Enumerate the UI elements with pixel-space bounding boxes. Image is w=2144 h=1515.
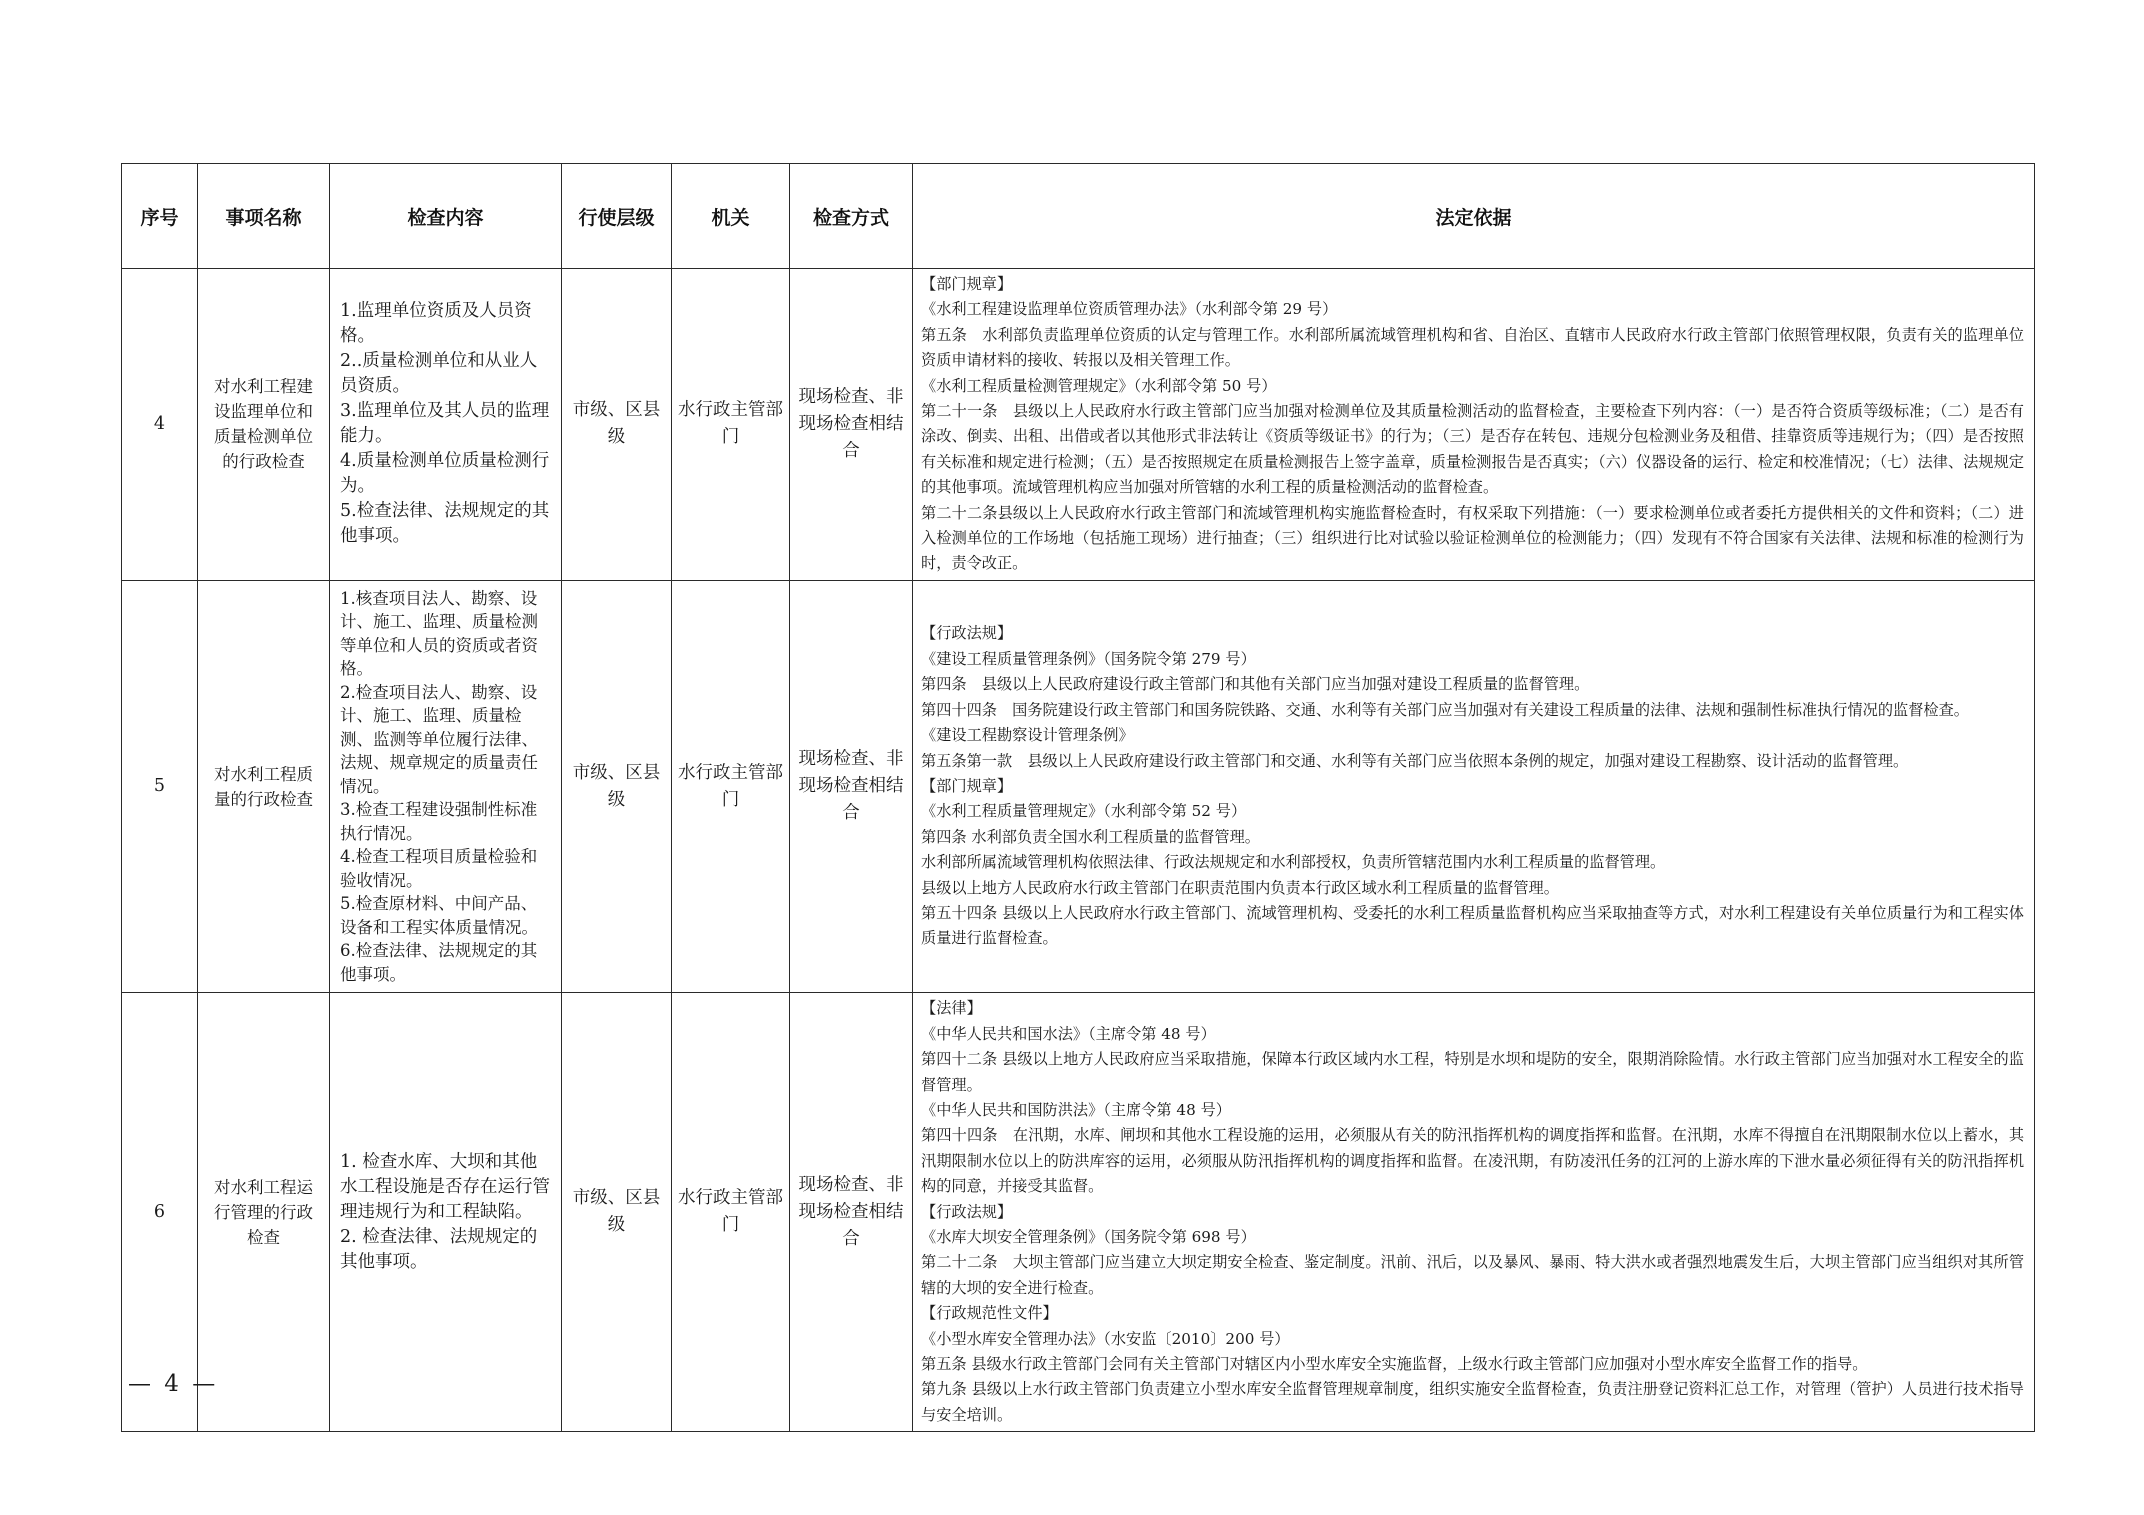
- basis-line: 《建设工程质量管理条例》（国务院令第 279 号）: [921, 649, 1256, 668]
- row-no: 6: [122, 993, 198, 1432]
- content-line: 4.检查工程项目质量检验和验收情况。: [340, 847, 538, 890]
- basis-line: 第四十四条 国务院建设行政主管部门和国务院铁路、交通、水利等有关部门应当加强对有关建设工程质量的法律、法规和强制性标准执行情况的监督检查。: [921, 700, 1969, 719]
- basis-line: 县级以上地方人民政府水行政主管部门在职责范围内负责本行政区域水利工程质量的监督管理。: [921, 878, 1559, 897]
- table-row: [122, 993, 2035, 1432]
- page-number: — 4 —: [128, 1371, 219, 1397]
- content-line: 5.检查法律、法规规定的其他事项。: [340, 501, 550, 547]
- basis-line: 【部门规章】: [921, 776, 1013, 795]
- basis-line: 第四条 水利部负责全国水利工程质量的监督管理。: [921, 827, 1260, 846]
- basis-line: 第九条 县级以上水行政主管部门负责建立小型水库安全监督管理规章制度，组织实施安全监督检查，负责注册登记资料汇总工作，对管理（管护）人员进行技术指导与安全培训。: [921, 1380, 2024, 1424]
- header-content: 检查内容: [330, 164, 562, 269]
- basis-line: 水利部所属流域管理机构依照法律、行政法规规定和水利部授权，负责所管辖范围内水利工程质量的监督管理。: [921, 853, 1666, 872]
- basis-line: 《水利工程质量检测管理规定》（水利部令第 50 号）: [921, 376, 1277, 395]
- row-content: [330, 580, 562, 993]
- content-line: 2. 检查法律、法规规定的其他事项。: [340, 1226, 538, 1272]
- basis-line: 《水利工程建设监理单位资质管理办法》（水利部令第 29 号）: [921, 300, 1338, 319]
- basis-line: 【部门规章】: [921, 275, 1013, 293]
- row-item-name: 对水利工程运行管理的行政检查: [198, 993, 330, 1432]
- basis-line: 【行政规范性文件】: [921, 1304, 1058, 1323]
- basis-line: 【法律】: [921, 999, 982, 1018]
- basis-line: 《水利工程质量管理规定》（水利部令第 52 号）: [921, 802, 1247, 821]
- basis-line: 【行政法规】: [921, 1202, 1013, 1221]
- basis-line: 第五条第一款 县级以上人民政府建设行政主管部门和交通、水利等有关部门应当依照本条例的规定，加强对建设工程勘察、设计活动的监督管理。: [921, 751, 1909, 770]
- row-no: 4: [122, 269, 198, 581]
- basis-line: 第五条 县级水行政主管部门会同有关主管部门对辖区内小型水库安全实施监督，上级水行政主管部门应加强对小型水库安全监督工作的指导。: [921, 1355, 1868, 1374]
- content-line: 1. 检查水库、大坝和其他水工程设施是否存在运行管理违规行为和工程缺陷。: [340, 1151, 550, 1222]
- basis-line: 第二十二条 大坝主管部门应当建立大坝定期安全检查、鉴定制度。汛前、汛后，以及暴风、暴雨、特大洪水或者强烈地震发生后，大坝主管部门应当组织对其所管辖的大坝的安全进行检查。: [921, 1253, 2024, 1297]
- basis-line: 【行政法规】: [921, 624, 1013, 643]
- content-line: 2..质量检测单位和从业人员资质。: [340, 351, 538, 397]
- row-level: 市级、区县级: [562, 580, 672, 993]
- basis-line: 第四条 县级以上人民政府建设行政主管部门和其他有关部门应当加强对建设工程质量的监督管理。: [921, 675, 1590, 694]
- content-line: 5.检查原材料、中间产品、设备和工程实体质量情况。: [340, 894, 538, 937]
- table-row: [122, 269, 2035, 581]
- row-agency: 水行政主管部门: [672, 269, 790, 581]
- basis-line: 第五十四条 县级以上人民政府水行政主管部门、流域管理机构、受委托的水利工程质量监督机构应当采取抽查等方式，对水利工程建设有关单位质量行为和工程实体质量进行监督检查。: [921, 903, 2024, 948]
- header-no: 序号: [122, 164, 198, 269]
- header-legal-basis: 法定依据: [913, 164, 2035, 269]
- row-content: [330, 269, 562, 581]
- header-method: 检查方式: [790, 164, 913, 269]
- content-line: 6.检查法律、法规规定的其他事项。: [340, 941, 538, 984]
- row-legal-basis: [913, 269, 2035, 581]
- header-item-name: 事项名称: [198, 164, 330, 269]
- basis-line: 第二十二条县级以上人民政府水行政主管部门和流域管理机构实施监督检查时，有权采取下列措施：（一）要求检测单位或者委托方提供相关的文件和资料；（二）进入检测单位的工作场地（包括施工现场）进行抽查；（三）组织进行比对试验以验证检测单位的检测能力；（四）发现有不符合国家有关法律、法规和标准的检测行为时，责令改正。: [921, 503, 2024, 573]
- header-level: 行使层级: [562, 164, 672, 269]
- content-line: 2.检查项目法人、勘察、设计、施工、监理、质量检测、监测等单位履行法律、法规、规章规定的质量责任情况。: [340, 682, 538, 796]
- basis-line: 《中华人民共和国防洪法》（主席令第 48 号）: [921, 1101, 1231, 1119]
- basis-line: 第四十四条 在汛期，水库、闸坝和其他水工程设施的运用，必须服从有关的防汛指挥机构的调度指挥和监督。在汛期，水库不得擅自在汛期限制水位以上蓄水，其汛期限制水位以上的防洪库容的运用，必须服从防汛指挥机构的调度指挥和监督。在凌汛期，有防凌汛任务的江河的上游水库的下泄水量必须征得有关的防汛指挥机构的同意，并接受其监督。: [921, 1126, 2024, 1196]
- header-agency: 机关: [672, 164, 790, 269]
- table-header-row: [122, 164, 2035, 269]
- basis-line: 《小型水库安全管理办法》（水安监〔2010〕200 号）: [921, 1329, 1290, 1348]
- row-item-name: 对水利工程质量的行政检查: [198, 580, 330, 993]
- content-line: 3.监理单位及其人员的监理能力。: [340, 401, 550, 447]
- row-item-name: 对水利工程建设监理单位和质量检测单位的行政检查: [198, 269, 330, 581]
- basis-line: 第二十一条 县级以上人民政府水行政主管部门应当加强对检测单位及其质量检测活动的监督检查，主要检查下列内容：（一）是否符合资质等级标准；（二）是否有涂改、倒卖、出租、出借或者以其他形式非法转让《资质等级证书》的行为；（三）是否存在转包、违规分包检测业务及租借、挂靠资质等违规行为；（四）是否按照有关标准和规定进行检测；（五）是否按照规定在质量检测报告上签字盖章，质量检测报告是否真实；（六）仪器设备的运行、检定和校准情况；（七）法律、法规规定的其他事项。流域管理机构应当加强对所管辖的水利工程的质量检测活动的监督检查。: [921, 402, 2024, 497]
- row-no: 5: [122, 580, 198, 993]
- content-line: 1.核查项目法人、勘察、设计、施工、监理、质量检测等单位和人员的资质或者资格。: [340, 588, 538, 679]
- row-method: 现场检查、非现场检查相结合: [790, 269, 913, 581]
- row-method: 现场检查、非现场检查相结合: [790, 993, 913, 1432]
- row-method: 现场检查、非现场检查相结合: [790, 580, 913, 993]
- inspection-table: [121, 163, 2035, 1432]
- basis-line: 《建设工程勘察设计管理条例》: [921, 726, 1134, 745]
- row-content: [330, 993, 562, 1432]
- basis-line: 《中华人民共和国水法》（主席令第 48 号）: [921, 1024, 1216, 1043]
- basis-line: 第五条 水利部负责监理单位资质的认定与管理工作。水利部所属流域管理机构和省、自治区、直辖市人民政府水行政主管部门依照管理权限，负责有关的监理单位资质申请材料的接收、转报以及相关管理工作。: [921, 325, 2024, 370]
- basis-line: 《水库大坝安全管理条例》（国务院令第 698 号）: [921, 1228, 1256, 1247]
- basis-line: 第四十二条 县级以上地方人民政府应当采取措施，保障本行政区域内水工程，特别是水坝和堤防的安全，限期消除险情。水行政主管部门应当加强对水工程安全的监督管理。: [921, 1050, 2024, 1094]
- row-agency: 水行政主管部门: [672, 580, 790, 993]
- row-legal-basis: [913, 580, 2035, 993]
- content-line: 4.质量检测单位质量检测行为。: [340, 451, 550, 497]
- row-legal-basis: [913, 993, 2035, 1432]
- row-level: 市级、区县级: [562, 993, 672, 1432]
- content-line: 1.监理单位资质及人员资格。: [340, 301, 532, 347]
- content-line: 3.检查工程建设强制性标准执行情况。: [340, 800, 538, 843]
- row-level: 市级、区县级: [562, 269, 672, 581]
- row-agency: 水行政主管部门: [672, 993, 790, 1432]
- table-row: [122, 580, 2035, 993]
